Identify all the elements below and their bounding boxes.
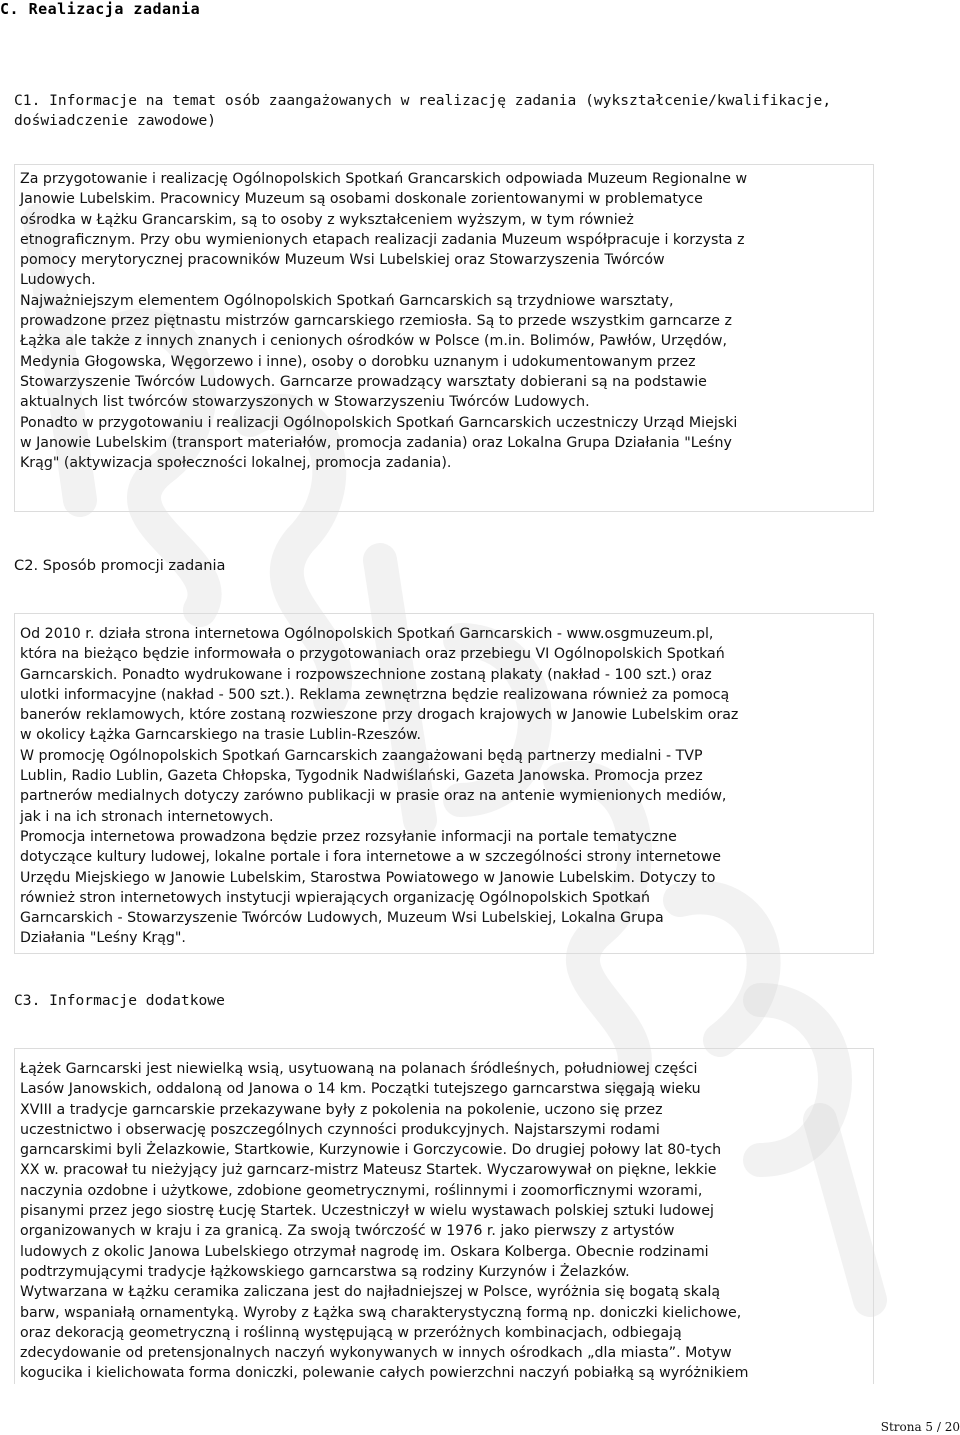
c2-line: dotyczące kultury ludowej, lokalne portale i fora internetowe a w szczególności strony internetowe: [20, 849, 721, 866]
c2-line: ulotki informacyjne (nakład - 500 szt.). Reklama zewnętrzna będzie realizowana również za pomocą: [20, 686, 730, 703]
c1-heading-line2: doświadczenie zawodowe): [14, 112, 217, 129]
c1-line: Ponadto w przygotowaniu i realizacji Ogólnopolskich Spotkań Garncarskich uczestniczy Urząd Miejski: [20, 414, 738, 431]
c1-line: Za przygotowanie i realizację Ogólnopolskich Spotkań Grancarskich odpowiada Muzeum Regionalne w: [20, 171, 748, 187]
c3-line: naczynia ozdobne i użytkowe, zdobione geometrycznymi, roślinnymi i zoomorficznymi wzorami,: [20, 1182, 703, 1199]
c3-content-box: [14, 1048, 874, 1384]
c3-heading: C3. Informacje dodatkowe: [14, 992, 225, 1009]
c3-line: Lasów Janowskich, oddaloną od Janowa o 14 km. Początki tutejszego garncarstwa sięgają wieku: [20, 1081, 701, 1098]
c2-line: Działania "Leśny Krąg".: [20, 930, 186, 947]
c2-content-box: [14, 613, 874, 954]
c3-line: barw, wspaniałą ornamentyką. Wyroby z Łążka swą charakterystyczną formą np. doniczki kielichowe,: [20, 1304, 742, 1321]
c2-line: Garncarskich - Stowarzyszenie Twórców Ludowych, Muzeum Wsi Lubelskiej, Lokalna Grupa: [20, 910, 664, 927]
c2-line: Garncarskich. Ponadto wydrukowane i rozpowszechnione zostaną plakaty (nakład - 100 szt.) oraz: [20, 666, 712, 683]
c1-line: Łążka ale także z innych znanych i cenionych ośrodków w Polsce (m.in. Bolimów, Pawłów, Urzędów,: [20, 333, 727, 350]
c1-content-box: [14, 164, 874, 512]
c2-line: również stron internetowych instytucji wpierających organizację Ogólnopolskich Spotkań: [20, 889, 650, 906]
c3-line: Łążek Garncarski jest niewielką wsią, usytuowaną na polanach śródleśnych, południowej części: [20, 1061, 698, 1077]
c2-line: jak i na ich stronach internetowych.: [20, 808, 274, 825]
c3-line: ludowych z okolic Janowa Lubelskiego otrzymał nagrodę im. Oskara Kolberga. Obecnie rodzinami: [20, 1243, 709, 1260]
c3-line: Wytwarzana w Łążku ceramika zaliczana jest do najładniejszej w Polsce, wyróżnia się bogatą skalą: [20, 1284, 721, 1301]
c1-line: ośrodka w Łążku Grancarskim, są to osoby z wykształceniem wyższym, w tym również: [20, 211, 634, 228]
c1-line: Medynia Głogowska, Węgorzewo i inne), osoby o dorobku uznanym i udokumentowanym przez: [20, 353, 696, 370]
c2-line: Lublin, Radio Lublin, Gazeta Chłopska, Tygodnik Nadwiślański, Gazeta Janowska. Promocja przez: [20, 768, 703, 785]
c3-line: kogucika i kielichowata forma doniczki, polewanie całych powierzchni naczyń pobiałką są wyróżnikiem: [20, 1365, 749, 1382]
c3-line: organizowanych w kraju i za granicą. Za swoją twórczość w 1976 r. jako pierwszy z artystów: [20, 1223, 675, 1240]
c3-line: XVIII a tradycje garncarskie przekazywane były z pokolenia na pokolenie, uczono się przez: [20, 1101, 663, 1118]
c1-line: Ludowych.: [20, 272, 96, 289]
c2-line: Promocja internetowa prowadzona będzie przez rozsyłanie informacji na portale tematyczne: [20, 828, 677, 845]
c2-line: Od 2010 r. działa strona internetowa Ogólnopolskich Spotkań Garncarskich - www.osgmuzeum.pl,: [20, 626, 714, 642]
c2-line: w okolicy Łążka Garncarskiego na trasie Lublin-Rzeszów.: [20, 727, 421, 744]
c2-line: W promocję Ogólnopolskich Spotkań Garncarskich zaangażowani będą partnerzy medialni - TVP: [20, 747, 703, 764]
page-number: Strona 5 / 20: [880, 1420, 960, 1434]
c1-line: w Janowie Lubelskim (transport materiałów, promocja zadania) oraz Lokalna Grupa Działania "Leśny: [20, 434, 732, 451]
c1-line: Stowarzyszenie Twórców Ludowych. Garncarze prowadzący warsztaty dobierani są na podstawie: [20, 373, 707, 390]
c2-line: Urzędu Miejskiego w Janowie Lubelskim, Starostwa Powiatowego w Janowie Lubelskim. Dotyczy to: [20, 869, 716, 886]
c1-line: Janowie Lubelskim. Pracownicy Muzeum są osobami doskonale zorientowanymi w problematyce: [20, 191, 703, 208]
c1-line: aktualnych list twórców stowarzyszonych w Stowarzyszeniu Twórców Ludowych.: [20, 394, 590, 411]
c3-line: uczestnictwo i obserwację poszczególnych czynności produkcyjnych. Najstarszymi rodami: [20, 1121, 660, 1138]
c1-heading-line1: C1. Informacje na temat osób zaangażowanych w realizację zadania (wykształcenie/kwalifikacje,: [14, 92, 832, 109]
c1-line: Najważniejszym elementem Ogólnopolskich Spotkań Garncarskich są trzydniowe warsztaty,: [20, 292, 674, 309]
c1-line: Krąg" (aktywizacja społeczności lokalnej, promocja zadania).: [20, 455, 452, 472]
section-title: C. Realizacja zadania: [0, 0, 201, 18]
c3-line: garncarskimi byli Żelazkowie, Startkowie, Kurzynowie i Gorczycowie. Do drugiej połowy lat 80-tych: [20, 1142, 722, 1159]
c3-line: zdecydowanie od pretensjonalnych naczyń wykonywanych w innych ośrodkach „dla miasta”. Motyw: [20, 1345, 732, 1362]
c2-heading: C2. Sposób promocji zadania: [14, 557, 226, 574]
c2-line: partnerów medialnych dotyczy zarówno publikacji w prasie oraz na antenie wymienionych mediów,: [20, 788, 727, 805]
c1-line: prowadzone przez piętnastu mistrzów garncarskiego rzemiosła. Są to przede wszystkim garncarze z: [20, 313, 732, 330]
c2-line: banerów reklamowych, które zostaną rozwieszone przy drogach krajowych w Janowie Lubelskim oraz: [20, 707, 739, 724]
c3-line: XX w. pracował tu nieżyjący już garncarz-mistrz Mateusz Startek. Wyczarowywał on piękne, lekkie: [20, 1162, 717, 1179]
c3-line: podtrzymującymi tradycje łążkowskiego garncarstwa są rodziny Kurzynów i Żelazków.: [20, 1263, 630, 1280]
c1-line: pomocy merytorycznej pracowników Muzeum Wsi Lubelskiej oraz Stowarzyszenia Twórców: [20, 252, 665, 269]
c3-line: pisanymi przez jego siostrę Łucję Startek. Uczestniczył w wielu wystawach polskiej sztuki ludowej: [20, 1203, 714, 1220]
c3-line: oraz dekoracją geometryczną i roślinną występującą w przeróżnych kombinacjach, odbiegają: [20, 1324, 682, 1341]
c2-line: która na bieżąco będzie informowała o przygotowaniach oraz przebiegu VI Ogólnopolskich Spotkań: [20, 646, 725, 663]
c1-line: etnograficznym. Przy obu wymienionych etapach realizacji zadania Muzeum współpracuje i korzysta z: [20, 231, 745, 248]
